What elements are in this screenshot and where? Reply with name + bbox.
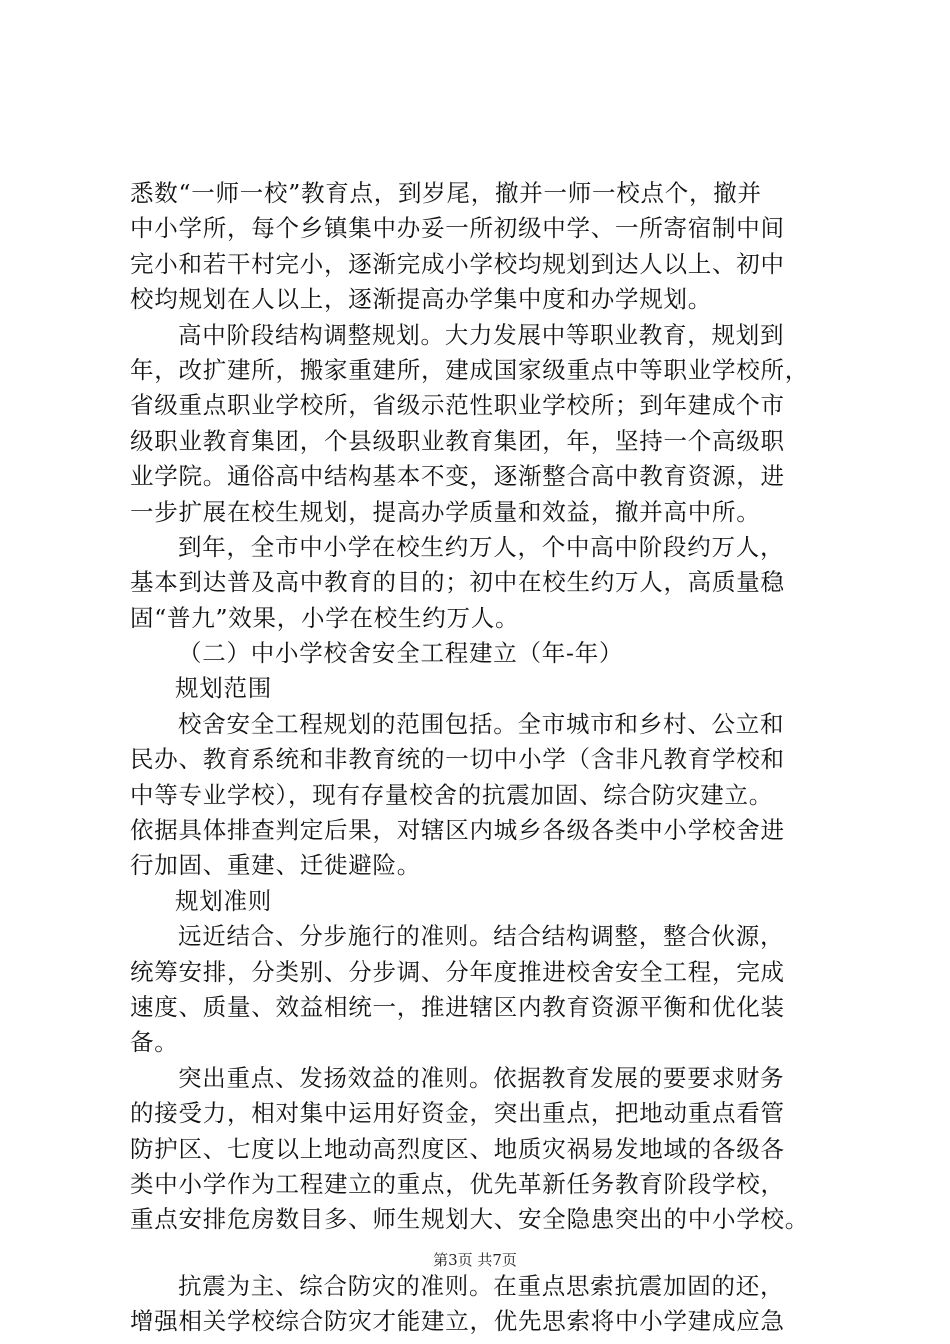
text-line: 抗震为主、综合防灾的准则。在重点思索抗震加固的还， <box>178 1271 785 1300</box>
text-line: 业学院。通俗高中结构基本不变，逐渐整合高中教育资源，进 <box>130 462 785 491</box>
text-line: 类中小学作为工程建立的重点，优先革新任务教育阶段学校， <box>130 1169 785 1198</box>
text-line: 校均规划在人以上，逐渐提高办学集中度和办学规划。 <box>130 285 712 314</box>
text-line: 增强相关学校综合防灾才能建立，优先思索将中小学建成应急 <box>130 1307 785 1336</box>
text-line: 远近结合、分步施行的准则。结合结构调整，整合伙源， <box>178 922 785 951</box>
text-line: 校舍安全工程规划的范围包括。全市城市和乡村、公立和 <box>178 709 785 738</box>
text-line: 速度、质量、效益相统一，推进辖区内教育资源平衡和优化装 <box>130 992 785 1021</box>
text-line: 统筹安排，分类别、分步调、分年度推进校舍安全工程，完成 <box>130 957 785 986</box>
text-line: 规划准则 <box>175 886 272 915</box>
text-line: 级职业教育集团，个县级职业教育集团，年，坚持一个高级职 <box>130 426 785 455</box>
text-line: 省级重点职业学校所，省级示范性职业学校所；到年建成个市 <box>130 391 785 420</box>
text-line: 一步扩展在校生规划，提高办学质量和效益，撤并高中所。 <box>130 497 761 526</box>
text-line: 中等专业学校），现有存量校舍的抗震加固、综合防灾建立。 <box>130 780 773 809</box>
page-footer: 第3页 共7页 <box>433 1251 517 1269</box>
text-line: 悉数“一师一校”教育点，到岁尾，撤并一师一校点个，撤并 <box>130 179 762 207</box>
text-line: 到年，全市中小学在校生约万人，个中高中阶段约万人， <box>178 532 785 561</box>
text-line: 高中阶段结构调整规划。大力发展中等职业教育，规划到 <box>178 320 785 349</box>
text-line: 年，改扩建所，搬家重建所，建成国家级重点中等职业学校所， <box>130 355 809 384</box>
text-line: 重点安排危房数目多、师生规划大、安全隐患突出的中小学校。 <box>130 1205 809 1234</box>
text-line: 依据具体排查判定后果，对辖区内城乡各级各类中小学校舍进 <box>130 816 785 845</box>
text-line: 中小学所，每个乡镇集中办妥一所初级中学、一所寄宿制中间 <box>130 214 785 243</box>
text-line: 行加固、重建、迁徙避险。 <box>130 851 421 880</box>
text-line: 突出重点、发扬效益的准则。依据教育发展的要要求财务 <box>178 1063 785 1092</box>
text-line: 基本到达普及高中教育的目的；初中在校生约万人，高质量稳 <box>130 568 785 597</box>
text-line: 防护区、七度以上地动高烈度区、地质灾祸易发地域的各级各 <box>130 1134 785 1163</box>
text-line: 的接受力，相对集中运用好资金，突出重点，把地动重点看管 <box>130 1099 785 1128</box>
text-line: （二）中小学校舍安全工程建立（年-年） <box>178 639 624 668</box>
text-line: 规划范围 <box>175 674 272 703</box>
text-line: 固“普九”效果，小学在校生约万人。 <box>130 603 520 632</box>
text-line: 民办、教育系统和非教育统的一切中小学（含非凡教育学校和 <box>130 745 785 774</box>
document-body <box>130 176 850 1340</box>
text-line: 备。 <box>130 1028 179 1057</box>
text-line: 完小和若干村完小，逐渐完成小学校均规划到达人以上、初中 <box>130 249 785 278</box>
